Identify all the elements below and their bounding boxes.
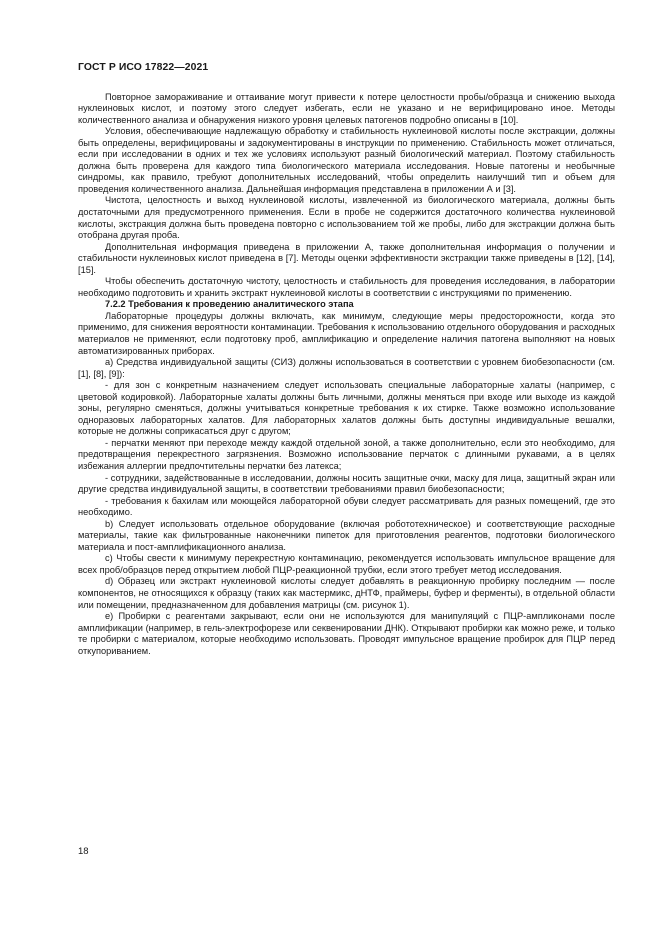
bullet-item: - для зон с конкретным назначением следует использовать специальные лабораторные халаты (например, с цветовой кодировкой). Лабораторные халаты должны быть личными, должны меняться при входе или выходе из каждой зоны, регулярно сменяться, должны учитываться конкретные требования к их стирке. Также возможно использование одноразовых лабораторных халатов. Для лабораторных халатов должны быть доступны индивидуальные вешалки, которые не должны соприкасаться друг с другом; — [78, 380, 615, 437]
paragraph: Условия, обеспечивающие надлежащую обработку и стабильность нуклеиновой кислоты после экстракции, должны быть определены, верифицированы и задокументированы в инструкции по применению. Стабильность может отличаться, если при исследовании в одних и тех же условиях используют разный биологический материал. Поэтому стабильность должна быть проверена для каждого типа биологического материала исследования. Новые патогены и необычные синдромы, как правило, требуют дополнительных исследований, чтобы определить наилучший тип и объем для проведения количественного анализа. Дальнейшая информация представлена в приложении А и [3]. — [78, 126, 615, 194]
document-body — [78, 92, 615, 658]
list-item-a: а) Средства индивидуальной защиты (СИЗ) должны использоваться в соответствии с уровнем биобезопасности (см. [1], [8], [9]): — [78, 357, 615, 379]
list-item-d: d) Образец или экстракт нуклеиновой кислоты следует добавлять в реакционную пробирку последним — после компонентов, не относящихся к образцу (таких как мастермикс, дНТФ, праймеры, буфер и ферменты), в отдельной области или помещении, предназначенном для добавления матрицы (см. рисунок 1). — [78, 576, 615, 610]
paragraph: Дополнительная информация приведена в приложении А, также дополнительная информация о получении и стабильности нуклеиновых кислот приведена в [7]. Методы оценки эффективности экстракции также приведены в [12], [14], [15]. — [78, 241, 615, 275]
list-item-e: е) Пробирки с реагентами закрывают, если они не используются для манипуляций с ПЦР-ампликонами после амплификации (например, в гель-электрофорезе или секвенировании ДНК). Открывают пробирки как можно реже, и только те пробирки с материалом, которые необходимо использовать. Проводят импульсное вращение пробирок для ПЦР перед откупориванием. — [78, 611, 615, 656]
paragraph: Чтобы обеспечить достаточную чистоту, целостность и стабильность для проведения исследования, в лаборатории необходимо подготовить и хранить экстракт нуклеиновой кислоты в соответствии с инструкциями по применению. — [78, 276, 615, 298]
bullet-item: - перчатки меняют при переходе между каждой отдельной зоной, а также дополнительно, если это необходимо, для предотвращения перекрестного загрязнения. Возможно использование перчаток с длинными рукавами, а в целях избежания аллергии предпочтительны перчатки без латекса; — [78, 437, 615, 471]
paragraph: Повторное замораживание и оттаивание могут привести к потере целостности пробы/образца и снижению выхода нуклеиновых кислот, и поэтому этого следует избегать, если не указано и не верифицировано иное. Методы количественного анализа и обнаружения низкого уровня целевых патогенов подробно описаны в [10]. — [78, 91, 615, 125]
list-item-c: с) Чтобы свести к минимуму перекрестную контаминацию, рекомендуется использовать импульсное вращение для всех проб/образцов перед открытием любой ПЦР-реакционной трубки, если этого требует метод исследования. — [78, 553, 615, 575]
bullet-item: - требования к бахилам или моющейся лабораторной обуви следует рассматривать для разных помещений, где это необходимо. — [78, 495, 615, 518]
bullet-item: - сотрудники, задействованные в исследовании, должны носить защитные очки, маску для лица, защитный экран или другие средства индивидуальной защиты, в соответствии требованиями правил биобезопасности; — [78, 472, 615, 495]
paragraph: Чистота, целостность и выход нуклеиновой кислоты, извлеченной из биологического материала, должны быть достаточными для предусмотренного применения. Если в пробе не содержится достаточного количества нуклеиновой кислоты, экстракция должна быть проведена повторно с использованием той же пробы, либо для экстракции должна быть отобрана другая проба. — [78, 195, 615, 241]
list-item-b: b) Следует использовать отдельное оборудование (включая робототехническое) и соответствующие расходные материалы, такие как фильтрованные наконечники пипеток для приготовления реагентов, подготовки биологического материала и пост-амплификационного анализа. — [78, 518, 615, 552]
section-paragraph: Лабораторные процедуры должны включать, как минимум, следующие меры предосторожности, когда это применимо, для снижения вероятности контаминации. Требования к использованию отдельного оборудования и расходных материалов не применяют, если подготовку проб, амплификацию и определение наличия патогена выполняют на новых автоматизированных приборах. — [78, 310, 615, 356]
document-header-standard-id: ГОСТ Р ИСО 17822—2021 — [78, 62, 209, 73]
page-number: 18 — [78, 846, 89, 857]
section-heading: 7.2.2 Требования к проведению аналитического этапа — [105, 299, 354, 310]
